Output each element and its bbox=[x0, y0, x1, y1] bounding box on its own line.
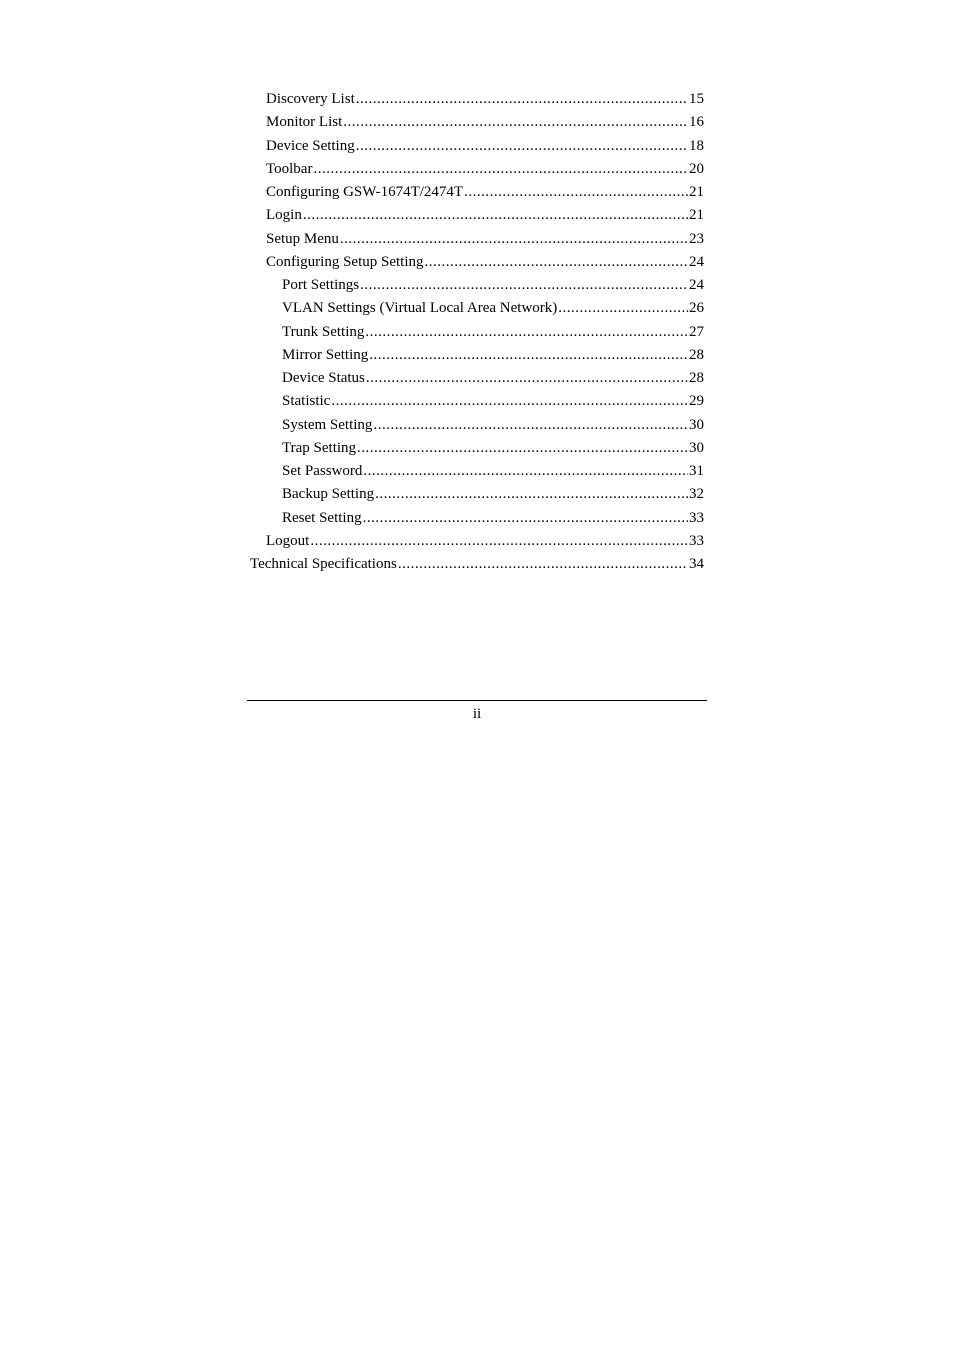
toc-entry[interactable] bbox=[248, 483, 704, 506]
toc-entry-page: 26 bbox=[689, 300, 704, 317]
dot-leader bbox=[375, 483, 688, 506]
dot-leader bbox=[558, 297, 688, 320]
toc-entry[interactable] bbox=[248, 274, 704, 297]
dot-leader bbox=[363, 460, 688, 483]
toc-entry-page: 31 bbox=[689, 463, 704, 479]
toc-entry-title: Port Settings bbox=[282, 277, 360, 293]
dot-leader bbox=[425, 251, 689, 274]
toc-entry-title: Discovery List bbox=[266, 91, 355, 107]
toc-entry-title: Device Setting bbox=[266, 137, 355, 154]
toc-entry-title: Trap Setting bbox=[282, 439, 357, 456]
toc-entry-title: Trunk Setting bbox=[282, 323, 365, 340]
toc-entry-page: 24 bbox=[689, 253, 704, 270]
dot-leader bbox=[398, 553, 688, 576]
toc-entry[interactable] bbox=[248, 390, 704, 413]
dot-leader bbox=[343, 111, 688, 134]
dot-leader bbox=[356, 88, 688, 111]
toc-entry-page: 21 bbox=[689, 184, 704, 200]
toc-entry-page: 20 bbox=[689, 160, 704, 177]
toc-entry-title: Statistic bbox=[282, 393, 331, 410]
toc-entry-title: Logout bbox=[266, 532, 310, 549]
page-number: ii bbox=[472, 706, 482, 722]
dot-leader bbox=[310, 530, 688, 553]
dot-leader bbox=[360, 274, 688, 297]
toc-entry[interactable] bbox=[248, 135, 704, 158]
toc-entry-page: 21 bbox=[689, 207, 704, 224]
toc-entry-page: 16 bbox=[689, 114, 704, 131]
toc-entry-page: 28 bbox=[689, 346, 704, 363]
toc-entry[interactable] bbox=[248, 367, 704, 390]
toc-entry-title: Set Password bbox=[282, 463, 363, 479]
toc-entry-page: 29 bbox=[689, 393, 704, 410]
toc-entry-page: 27 bbox=[689, 323, 704, 340]
toc-entry[interactable] bbox=[248, 88, 704, 111]
dot-leader bbox=[313, 158, 688, 181]
toc-entry[interactable] bbox=[248, 553, 704, 576]
dot-leader bbox=[340, 228, 688, 251]
toc-entry[interactable] bbox=[248, 344, 704, 367]
toc-entry-title: Setup Menu bbox=[266, 230, 339, 247]
toc-entry-page: 24 bbox=[689, 277, 704, 293]
toc-entry-page: 34 bbox=[689, 556, 704, 572]
toc-entry-title: Device Status bbox=[282, 370, 365, 386]
toc-entry-title: Technical Specifications bbox=[250, 556, 397, 572]
toc-entry[interactable] bbox=[248, 414, 704, 437]
toc-entry-title: Configuring Setup Setting bbox=[266, 253, 424, 270]
toc-entry-page: 15 bbox=[689, 91, 704, 107]
toc-entry-title: Monitor List bbox=[266, 114, 343, 131]
toc-entry-title: Configuring GSW-1674T/2474T bbox=[266, 184, 464, 200]
toc-entry-page: 30 bbox=[689, 439, 704, 456]
dot-leader bbox=[369, 344, 688, 367]
dot-leader bbox=[357, 437, 688, 460]
toc-entry[interactable] bbox=[248, 111, 704, 134]
toc-entry[interactable] bbox=[248, 181, 704, 204]
toc-entry-title: VLAN Settings (Virtual Local Area Network) bbox=[282, 300, 558, 317]
toc-entry-title: System Setting bbox=[282, 416, 373, 433]
dot-leader bbox=[303, 204, 688, 227]
dot-leader bbox=[331, 390, 688, 413]
toc-entry[interactable] bbox=[248, 460, 704, 483]
dot-leader bbox=[365, 321, 688, 344]
dot-leader bbox=[373, 414, 688, 437]
toc-entry-page: 23 bbox=[689, 230, 704, 247]
toc-entry-title: Login bbox=[266, 207, 302, 224]
toc-entry-title: Reset Setting bbox=[282, 509, 362, 526]
toc-entry[interactable] bbox=[248, 228, 704, 251]
toc-entry-title: Mirror Setting bbox=[282, 346, 369, 363]
toc-entry[interactable] bbox=[248, 321, 704, 344]
dot-leader bbox=[356, 135, 688, 158]
toc-entry[interactable] bbox=[248, 204, 704, 227]
toc-entry-page: 33 bbox=[689, 509, 704, 526]
toc-entry-page: 28 bbox=[689, 370, 704, 386]
dot-leader bbox=[464, 181, 688, 204]
toc-entry[interactable] bbox=[248, 251, 704, 274]
toc-entry[interactable] bbox=[248, 158, 704, 181]
toc-entry-title: Backup Setting bbox=[282, 486, 375, 503]
toc-entry[interactable] bbox=[248, 507, 704, 530]
toc-entry[interactable] bbox=[248, 530, 704, 553]
toc-entry-title: Toolbar bbox=[266, 160, 313, 177]
toc-entry[interactable] bbox=[248, 297, 704, 320]
toc-entry-page: 30 bbox=[689, 416, 704, 433]
toc-entry-page: 33 bbox=[689, 532, 704, 549]
toc-entry[interactable] bbox=[248, 437, 704, 460]
toc-entry-page: 32 bbox=[689, 486, 704, 503]
dot-leader bbox=[366, 367, 688, 390]
toc-entry-page: 18 bbox=[689, 137, 704, 154]
footer-divider bbox=[247, 700, 707, 701]
dot-leader bbox=[363, 507, 688, 530]
table-of-contents bbox=[248, 88, 704, 576]
